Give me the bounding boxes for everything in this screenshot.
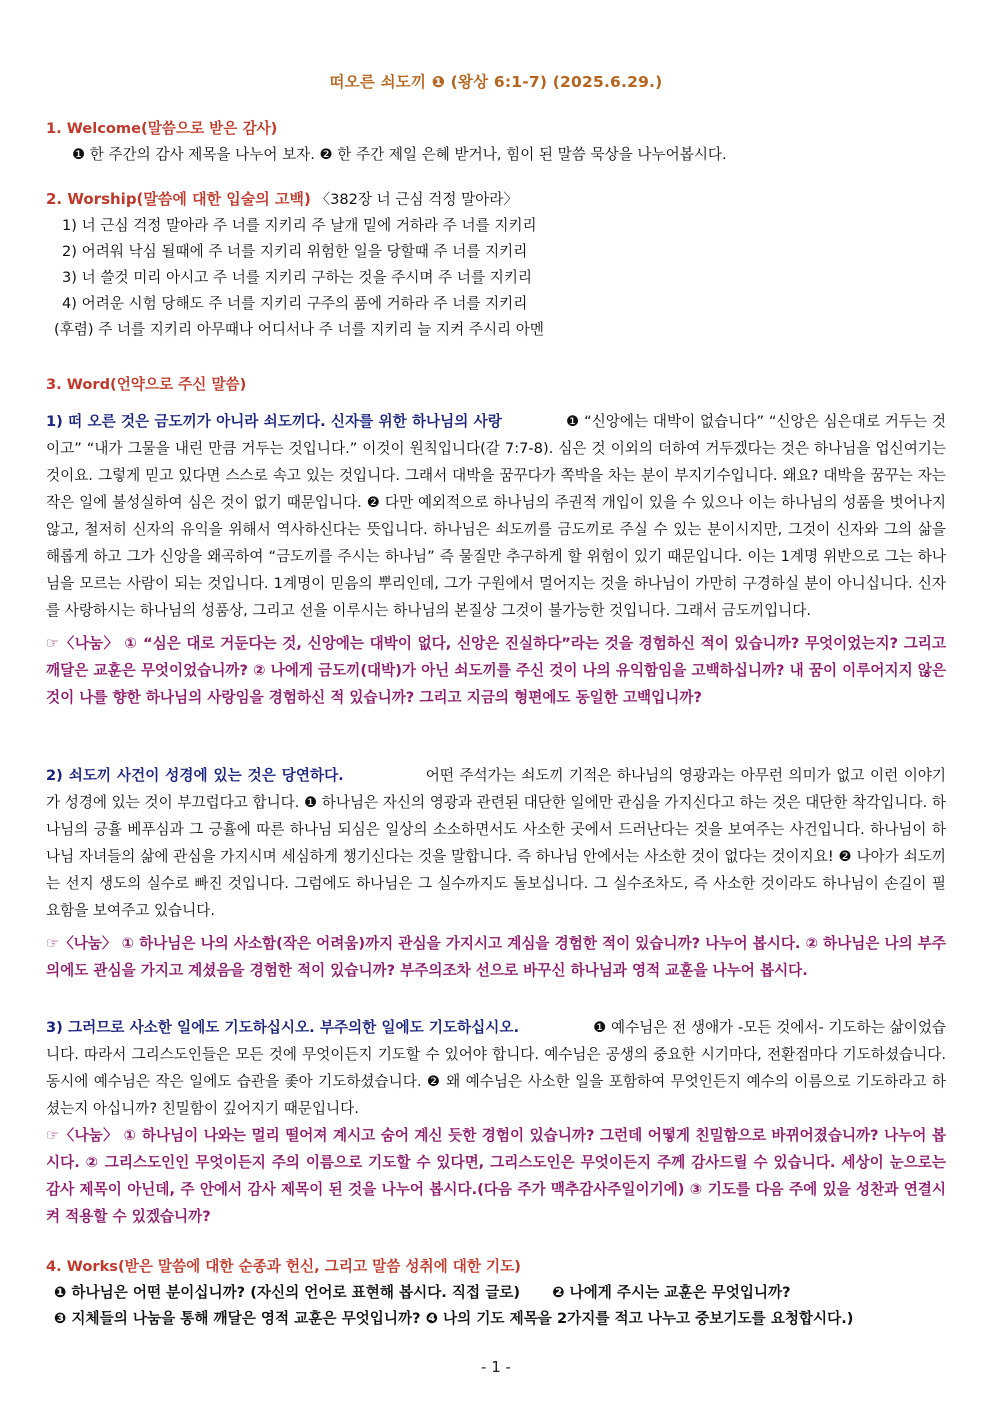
worship-heading-row	[46, 186, 946, 213]
section-heading: 4. Works(받은 말씀에 대한 순종과 헌신, 그리고 말씀 성취에 대한 기도)	[46, 1258, 521, 1275]
point-paragraph	[46, 762, 946, 924]
point-body: ❶ 예수님은 전 생애가 -모든 것에서- 기도하는 삶이었습니다. 따라서 그리스도인들은 모든 것에 무엇이든지 기도할 수 있어야 합니다. 예수님은 공생의 중요한 시기마다, 전환점마다 기도하셨습니다. 동시에 예수님은 작은 일에도 습관을 좇아 기도하셨습니다. ❷ 왜 예수님은 사소한 일을 포함하여 무엇인든지 예수의 이름으로 기도하라고 하셨는지 아십니까? 친밀함이 깊어지기 때문입니다.	[46, 1019, 947, 1117]
section-heading: 2. Worship(말씀에 대한 입술의 고백)	[46, 190, 311, 208]
hymn-verse: 4) 어려운 시험 당해도 주 너를 지키리 구주의 품에 거하라 주 너를 지키리	[62, 295, 528, 312]
section-works	[46, 1254, 946, 1332]
section-heading: 3. Word(언약으로 주신 말씀)	[46, 376, 247, 393]
document-title: 떠오른 쇠도끼 ❶ (왕상 6:1-7) (2025.6.29.)	[329, 73, 663, 91]
sharing-questions: ☞〈나눔〉 ① 하나님은 나의 사소함(작은 어려움)까지 관심을 가지시고 계심을 경험한 적이 있습니까? 나누어 봅시다. ② 하나님은 나의 부주의에도 관심을 가지고 계셨음을 경험한 적이 있습니까? 부주의조차 선으로 바꾸신 하나님과 영적 교훈을 나누어 봅시다.	[46, 935, 946, 979]
point-body: 어떤 주석가는 쇠도끼 기적은 하나님의 영광과는 아무런 의미가 없고 이런 이야기가 성경에 있는 것이 부끄럽다고 합니다. ❶ 하나님은 자신의 영광과 관련된 대단한 일에만 관심을 가지신다고 하는 것은 대단한 착각입니다. 하나님의 긍휼 베푸심과 그 긍휼에 따른 하나님 되심은 일상의 소소하면서도 사소한 곳에서 드러난다는 것을 보여주는 사건입니다. 하나님이 하나님 자녀들의 삶에 관심을 가지시며 세심하게 챙기신다는 것을 말합니다. 즉 하나님 안에서는 사소한 것이 없다는 것이지요! ❷ 나아가 쇠도끼는 선지 생도의 실수로 빠진 것입니다. 그럼에도 하나님은 그 실수까지도 돌보십니다. 그 실수조차도, 즉 사소한 것이라도 하나님이 손길이 필요함을 보여주고 있습니다.	[46, 767, 946, 919]
point-body: ❶ “신앙에는 대박이 없습니다” “신앙은 심은대로 거두는 것이고” “내가 그물을 내린 만큼 거두는 것입니다.” 이것이 원칙입니다(갈 7:7-8). 심은 것 이외의 더하여 거두겠다는 것은 하나님을 업신여기는 것이요. 그렇게 믿고 있다면 스스로 속고 있는 것입니다. 그래서 대박을 꿈꾸다가 쪽박을 차는 분이 부지기수입니다. 왜요? 대박을 꿈꾸는 자는 작은 일에 불성실하여 심은 것이 없기 때문입니다. ❷ 다만 예외적으로 하나님의 주권적 개입이 있을 수 있으나 이는 하나님의 성품을 벗어나지 않고, 철저히 신자의 유익을 위해서 역사하신다는 뜻입니다. 하나님은 쇠도끼를 금도끼로 주실 수 있는 분이시지만, 그것이 신자와 그의 삶을 해롭게 하고 그가 신앙을 왜곡하여 “금도끼를 주시는 하나님” 즉 물질만 추구하게 할 위험이 있기 때문입니다. 이는 1계명 위반으로 그는 하나님을 모르는 사람이 되는 것입니다. 1계명이 믿음의 뿌리인데, 그가 구원에서 멀어지는 것을 하나님이 가만히 구경하실 분이 아니십니다. 신자를 사랑하시는 하나님의 성품상, 그리고 선을 이루시는 하나님의 본질상 그것이 불가능한 것입니다. 그래서 금도끼입니다.	[46, 413, 946, 619]
works-question-row	[46, 1280, 946, 1306]
section-word	[46, 372, 946, 398]
word-point-1	[46, 408, 946, 711]
hymn-title: 〈382장 너 근심 걱정 말아라〉	[315, 191, 518, 208]
word-point-3	[46, 1014, 946, 1230]
section-welcome	[46, 116, 946, 168]
sharing-questions: ☞〈나눔〉 ① “심은 대로 거둔다는 것, 신앙에는 대박이 없다, 신앙은 진실하다”라는 것을 경험하신 적이 있습니까? 무엇이었는지? 그리고 깨달은 교훈은 무엇이었습니까? ② 나에게 금도끼(대박)가 아닌 쇠도끼를 주신 것이 나의 유익함임을 고백하십니까? 내 꿈이 이루어지지 않은 것이 나를 향한 하나님의 사랑임을 경험하신 적 있습니까? 그리고 지금의 형편에도 동일한 고백입니까?	[46, 635, 946, 706]
point-title: 1) 떠 오른 것은 금도끼가 아니라 쇠도끼다. 신자를 위한 하나님의 사랑	[46, 413, 502, 430]
section-worship	[46, 186, 946, 343]
point-title: 2) 쇠도끼 사건이 성경에 있는 것은 당연하다.	[46, 767, 344, 784]
hymn-verse: 1) 너 근심 걱정 말아라 주 너를 지키리 주 날개 밑에 거하라 주 너를 지키리	[62, 217, 537, 234]
welcome-line: ❶ 한 주간의 감사 제목을 나누어 보자. ❷ 한 주간 제일 은혜 받거나, 힘이 된 말씀 묵상을 나누어봅시다.	[72, 146, 727, 163]
hymn-verse: 3) 너 쓸것 미리 아시고 주 너를 지키리 구하는 것을 주시며 주 너를 지키리	[62, 269, 533, 286]
section-heading: 1. Welcome(말씀으로 받은 감사)	[46, 120, 278, 137]
sharing-questions: ☞〈나눔〉 ① 하나님이 나와는 멀리 떨어져 계시고 숨어 계신 듯한 경험이 있습니까? 그런데 어떻게 친밀함으로 바뀌어졌습니까? 나누어 봅시다. ② 그리스도인인 무엇이든지 주의 이름으로 기도할 수 있다면, 그리스도인은 무엇이든지 주께 감사드릴 수 있습니다. 세상이 눈으로는 감사 제목이 아닌데, 주 안에서 감사 제목이 된 것을 나누어 봅시다.(다음 주가 맥추감사주일이기에) ③ 기도를 다음 주에 있을 성찬과 연결시켜 적용할 수 있겠습니까?	[46, 1127, 946, 1225]
point-title: 3) 그러므로 사소한 일에도 기도하십시오. 부주의한 일에도 기도하십시오.	[46, 1019, 519, 1036]
word-point-2	[46, 762, 946, 984]
works-question: ❷ 나에게 주시는 교훈은 무엇입니까?	[552, 1284, 791, 1301]
works-question: ❶ 하나님은 어떤 분이십니까? (자신의 언어로 표현해 봅시다. 직접 글로)	[54, 1284, 521, 1301]
point-paragraph	[46, 1014, 946, 1122]
point-paragraph	[46, 408, 946, 624]
hymn-verse: 2) 어려워 낙심 될때에 주 너를 지키리 위험한 일을 당할때 주 너를 지키리	[62, 243, 528, 260]
page-number: - 1 -	[481, 1358, 511, 1376]
works-question: ❸ 지체들의 나눔을 통해 깨달은 영적 교훈은 무엇입니까? ❹ 나의 기도 제목을 2가지를 적고 나누고 중보기도를 요청합시다.)	[54, 1310, 854, 1327]
hymn-chorus: (후렴) 주 너를 지키리 아무때나 어디서나 주 너를 지키리 늘 지켜 주시리 아멘	[54, 321, 544, 338]
